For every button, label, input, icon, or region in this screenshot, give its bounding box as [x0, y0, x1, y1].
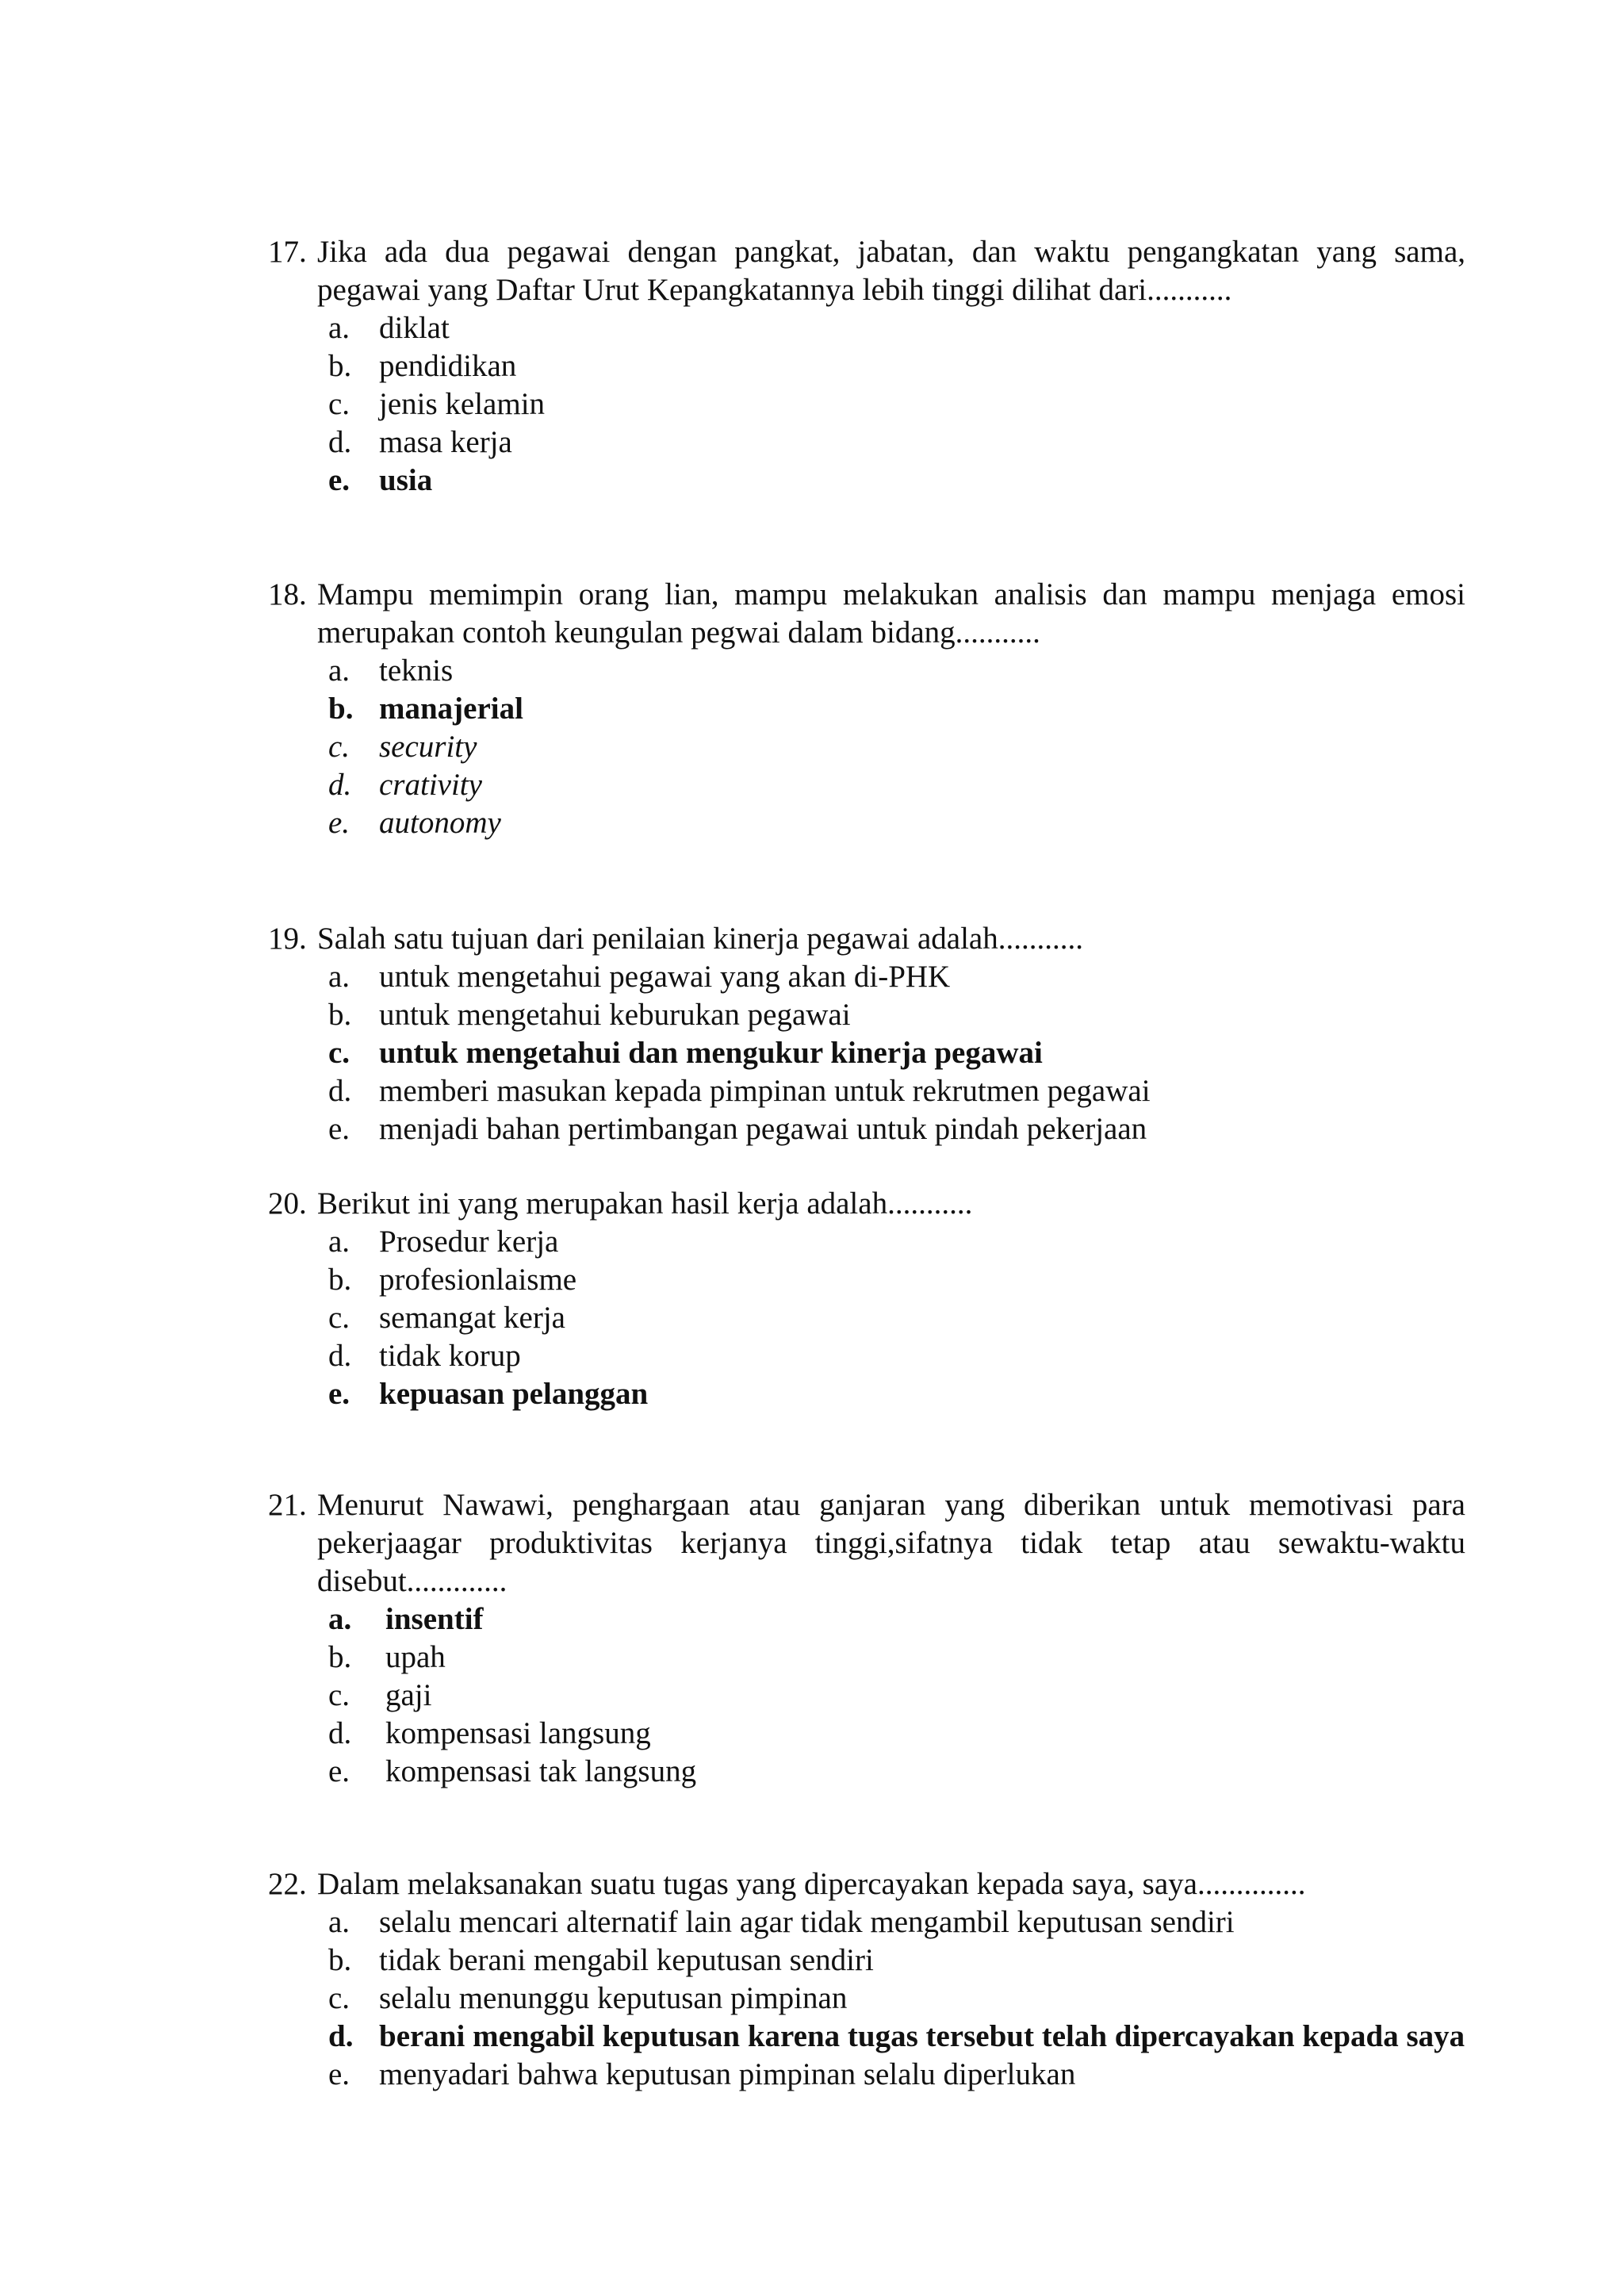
option-letter: d. [328, 1074, 352, 1108]
option-text: jenis kelamin [379, 387, 546, 421]
option-a [328, 1223, 1465, 1261]
option-letter: e. [328, 2057, 350, 2091]
option-letter: b. [328, 349, 352, 383]
option-e [328, 804, 1465, 842]
question-number: 22. [268, 1867, 307, 1901]
option-list [268, 652, 1465, 842]
option-letter: e. [328, 1112, 350, 1146]
question-stem [268, 1865, 1465, 1903]
question-stem [268, 1185, 1465, 1223]
option-text: profesionlaisme [379, 1263, 577, 1297]
option-b-answer [328, 690, 1465, 728]
option-letter: b. [328, 1263, 352, 1297]
question-number: 17. [268, 235, 307, 269]
option-text: kepuasan pelanggan [379, 1377, 649, 1411]
option-e [328, 1753, 1465, 1791]
option-text: crativity [379, 768, 482, 802]
question-stem [268, 576, 1465, 652]
option-e [328, 1110, 1465, 1148]
option-text: tidak berani mengabil keputusan sendiri [379, 1943, 874, 1977]
option-text: diklat [379, 311, 450, 345]
option-text: security [379, 730, 477, 764]
option-text: gaji [385, 1678, 432, 1712]
option-text: masa kerja [379, 425, 512, 459]
question-stem [268, 1486, 1465, 1600]
question-17 [268, 233, 1465, 500]
option-letter: e. [328, 463, 350, 497]
option-text: semangat kerja [379, 1301, 565, 1335]
option-letter: d. [328, 425, 352, 459]
option-text: pendidikan [379, 349, 517, 383]
option-e-answer [328, 1375, 1465, 1413]
option-text: Prosedur kerja [379, 1225, 559, 1259]
question-stem [268, 233, 1465, 309]
option-letter: e. [328, 1377, 350, 1411]
option-list [268, 309, 1465, 500]
option-text: untuk mengetahui pegawai yang akan di-PHK [379, 960, 951, 994]
option-letter: a. [328, 1602, 352, 1636]
option-letter: a. [328, 960, 350, 994]
option-c [328, 1980, 1465, 2018]
option-letter: d. [328, 2019, 354, 2053]
option-text: teknis [379, 654, 454, 688]
option-list [268, 1600, 1465, 1791]
option-d [328, 1337, 1465, 1375]
question-text: Jika ada dua pegawai dengan pangkat, jabatan, dan waktu pengangkatan yang sama, pegawai yang Daftar Urut Kepangkatannya lebih tinggi dilihat dari........... [317, 235, 1465, 307]
option-d [328, 424, 1465, 462]
option-text: memberi masukan kepada pimpinan untuk rekrutmen pegawai [379, 1074, 1151, 1108]
option-a [328, 652, 1465, 690]
option-d [328, 1072, 1465, 1110]
option-letter: c. [328, 387, 350, 421]
option-letter: a. [328, 654, 350, 688]
question-text: Mampu memimpin orang lian, mampu melakukan analisis dan mampu menjaga emosi merupakan contoh keungulan pegwai dalam bidang........... [317, 577, 1465, 650]
question-number: 21. [268, 1488, 307, 1522]
option-d [328, 1715, 1465, 1753]
option-letter: b. [328, 1943, 352, 1977]
option-e-answer [328, 462, 1465, 500]
option-c [328, 1299, 1465, 1337]
option-letter: e. [328, 1754, 350, 1788]
option-text: usia [379, 463, 433, 497]
option-letter: b. [328, 1640, 352, 1674]
option-a [328, 309, 1465, 347]
option-text: insentif [385, 1602, 484, 1636]
option-text: untuk mengetahui dan mengukur kinerja pegawai [379, 1036, 1043, 1070]
question-22 [268, 1865, 1465, 2094]
option-text: autonomy [379, 806, 501, 840]
question-20 [268, 1185, 1465, 1413]
option-a [328, 1903, 1465, 1941]
question-number: 18. [268, 577, 307, 611]
option-letter: a. [328, 1225, 350, 1259]
option-e [328, 2056, 1465, 2094]
question-text: Dalam melaksanakan suatu tugas yang dipercayakan kepada saya, saya.............. [317, 1867, 1306, 1901]
question-stem [268, 920, 1465, 958]
option-d-answer [328, 2018, 1465, 2056]
option-letter: b. [328, 692, 354, 726]
option-letter: a. [328, 1905, 350, 1939]
option-text: selalu mencari alternatif lain agar tidak mengambil keputusan sendiri [379, 1905, 1235, 1939]
question-text: Salah satu tujuan dari penilaian kinerja pegawai adalah........... [317, 922, 1083, 956]
option-letter: c. [328, 1678, 350, 1712]
option-list [268, 1223, 1465, 1413]
option-text: kompensasi langsung [385, 1716, 651, 1750]
option-a-answer [328, 1600, 1465, 1639]
option-list [268, 958, 1465, 1148]
option-c-answer [328, 1034, 1465, 1072]
option-c [328, 728, 1465, 766]
option-letter: e. [328, 806, 350, 840]
question-18 [268, 576, 1465, 842]
option-text: untuk mengetahui keburukan pegawai [379, 998, 851, 1032]
option-list [268, 1903, 1465, 2094]
option-letter: c. [328, 1981, 350, 2015]
option-text: berani mengabil keputusan karena tugas tersebut telah dipercayakan kepada saya [379, 2019, 1465, 2053]
option-text: menjadi bahan pertimbangan pegawai untuk pindah pekerjaan [379, 1112, 1147, 1146]
option-d [328, 766, 1465, 804]
option-letter: a. [328, 311, 350, 345]
option-text: manajerial [379, 692, 523, 726]
option-c [328, 385, 1465, 424]
option-text: upah [385, 1640, 446, 1674]
question-text: Berikut ini yang merupakan hasil kerja adalah........... [317, 1186, 973, 1221]
option-letter: d. [328, 1339, 352, 1373]
option-letter: c. [328, 1301, 350, 1335]
option-text: menyadari bahwa keputusan pimpinan selalu diperlukan [379, 2057, 1076, 2091]
question-19 [268, 920, 1465, 1148]
option-b [328, 1639, 1465, 1677]
option-letter: d. [328, 1716, 352, 1750]
option-b [328, 1261, 1465, 1299]
option-letter: d. [328, 768, 352, 802]
option-b [328, 1941, 1465, 1980]
question-number: 19. [268, 922, 307, 956]
option-a [328, 958, 1465, 996]
option-b [328, 996, 1465, 1034]
option-text: tidak korup [379, 1339, 521, 1373]
option-text: kompensasi tak langsung [385, 1754, 697, 1788]
option-text: selalu menunggu keputusan pimpinan [379, 1981, 848, 2015]
option-c [328, 1677, 1465, 1715]
option-letter: c. [328, 1036, 350, 1070]
question-text: Menurut Nawawi, penghargaan atau ganjaran yang diberikan untuk memotivasi para pekerjaagar produktivitas kerjanya tinggi,sifatnya tidak tetap atau sewaktu-waktu disebut............. [317, 1488, 1465, 1598]
question-21 [268, 1486, 1465, 1791]
question-number: 20. [268, 1186, 307, 1221]
option-b [328, 347, 1465, 385]
option-letter: b. [328, 998, 352, 1032]
option-letter: c. [328, 730, 350, 764]
